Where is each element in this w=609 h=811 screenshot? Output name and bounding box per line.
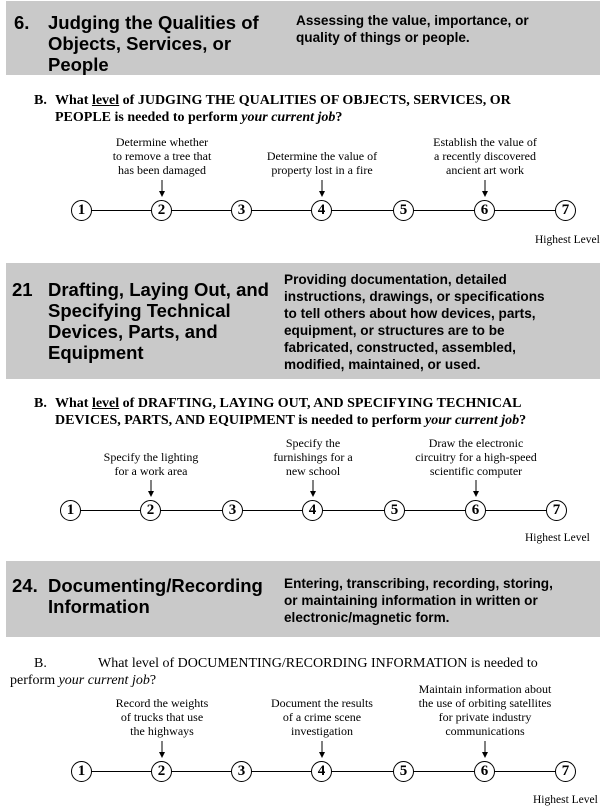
question-text: B. What level of JUDGING THE QUALITIES OF OBJECTS, SERVICES, OR PEOPLE is needed to perform your current job? [34, 93, 511, 125]
scale-point-1[interactable]: 1 [71, 200, 92, 221]
highest-level-label: Highest Level [533, 794, 598, 806]
anchor-level-2: Record the weights of trucks that use the highways [115, 696, 209, 738]
scale-point-3[interactable]: 3 [231, 761, 252, 782]
scale-point-1[interactable]: 1 [71, 761, 92, 782]
anchor-level-6: Draw the electronic circuitry for a high-speed scientific computer [415, 436, 537, 478]
anchor-level-6: Maintain information about the use of orbiting satellites for private industry communications [418, 682, 552, 738]
question-text: B. What level of DRAFTING, LAYING OUT, AND SPECIFYING TECHNICAL DEVICES, PARTS, AND EQUIPMENT is needed to perform your current job? [34, 396, 527, 428]
scale-point-4[interactable]: 4 [311, 200, 332, 221]
section-title: Drafting, Laying Out, and Specifying Technical Devices, Parts, and Equipment [48, 279, 269, 363]
scale-point-1[interactable]: 1 [60, 500, 81, 521]
question-text: B. What level of DOCUMENTING/RECORDING INFORMATION is needed to perform your current job? [10, 656, 538, 688]
section-title: Documenting/Recording Information [48, 575, 263, 617]
scale-point-2[interactable]: 2 [140, 500, 161, 521]
scale-point-5[interactable]: 5 [384, 500, 405, 521]
scale-point-7[interactable]: 7 [546, 500, 567, 521]
section-title: Judging the Qualities of Objects, Services, or People [48, 12, 259, 75]
section-description: Providing documentation, detailed instructions, drawings, or specifications to tell others about how devices, parts, equipment, or structures are to be fabricated, constructed, assembled, modified, maintained, or used. [284, 272, 545, 372]
scale-point-6[interactable]: 6 [474, 761, 495, 782]
section-number: 24. [12, 575, 38, 596]
rating-scale [0, 757, 609, 787]
anchor-level-2: Specify the lighting for a work area [103, 450, 199, 478]
anchor-level-4: Specify the furnishings for a new school [273, 436, 353, 478]
section-header [6, 561, 600, 637]
scale-point-2[interactable]: 2 [151, 761, 172, 782]
highest-level-label: Highest Level [525, 532, 590, 544]
section-number: 6. [14, 12, 30, 33]
anchor-level-6: Establish the value of a recently discovered ancient art work [433, 135, 537, 177]
scale-point-7[interactable]: 7 [555, 200, 576, 221]
rating-scale [0, 496, 609, 526]
scale-point-5[interactable]: 5 [393, 761, 414, 782]
scale-point-7[interactable]: 7 [555, 761, 576, 782]
scale-point-3[interactable]: 3 [222, 500, 243, 521]
section-header [6, 1, 600, 75]
scale-point-5[interactable]: 5 [393, 200, 414, 221]
section-header [6, 263, 600, 379]
highest-level-label: Highest Level [535, 234, 600, 246]
anchor-level-4: Document the results of a crime scene investigation [271, 696, 373, 738]
anchor-level-2: Determine whether to remove a tree that has been damaged [112, 135, 212, 177]
section-description: Assessing the value, importance, or quality of things or people. [296, 13, 529, 45]
section-number: 21 [12, 279, 33, 300]
scale-point-4[interactable]: 4 [302, 500, 323, 521]
section-description: Entering, transcribing, recording, storing, or maintaining information in written or electronic/magnetic form. [284, 576, 553, 625]
rating-scale [0, 196, 609, 226]
scale-point-3[interactable]: 3 [231, 200, 252, 221]
scale-point-4[interactable]: 4 [311, 761, 332, 782]
scale-point-6[interactable]: 6 [474, 200, 495, 221]
scale-point-2[interactable]: 2 [151, 200, 172, 221]
scale-point-6[interactable]: 6 [465, 500, 486, 521]
anchor-level-4: Determine the value of property lost in a fire [266, 149, 378, 177]
